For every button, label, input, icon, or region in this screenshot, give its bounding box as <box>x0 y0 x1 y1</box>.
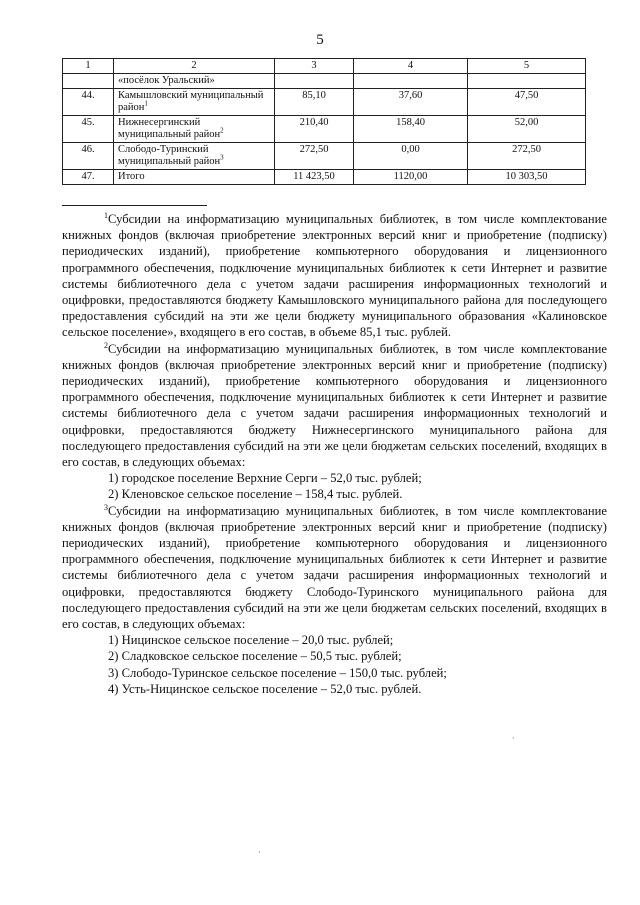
table-row <box>63 143 586 170</box>
row-value-cell: 37,60 <box>354 89 468 116</box>
header-cell: 5 <box>468 59 586 74</box>
footnote-reference: 1 <box>144 99 148 108</box>
footnote-text: Субсидии на информатизацию муниципальных библиотек, в том числе комплектование книжных фондов (включая приобретение электронных версий книг и приобретение (подписку) периодических изданий), приобретение компьютерного оборудования и лицензионного программного обеспечения, подключение муниципальных библиотек к сети Интернет и развитие системы библиотечного дела с учетом задачи расширения информационных технологий и оцифровки, предоставляются бюджету Нижнесергинского муниципального района для последующего предоставления субсидий на эти же цели бюджетам сельских поселений, входящих в его состав, в следующих объемах: <box>62 341 607 470</box>
footnote-paragraph <box>62 503 607 633</box>
page-number: 5 <box>316 32 324 48</box>
table-header-row <box>63 59 586 74</box>
row-value-cell: 1120,00 <box>354 170 468 185</box>
footnote-text: Субсидии на информатизацию муниципальных библиотек, в том числе комплектование книжных фондов (включая приобретение электронных версий книг и приобретение (подписку) периодических изданий), приобретение компьютерного оборудования и лицензионного программного обеспечения, подключение муниципальных библиотек к сети Интернет и развитие системы библиотечного дела с учетом задачи расширения информационных технологий и оцифровки, предоставляются бюджету Слободо-Туринского муниципального района для последующего предоставления субсидий на эти же цели бюджетам сельских поселений, входящих в его состав, в следующих объемах: <box>62 503 607 632</box>
footnote-paragraph <box>62 211 607 341</box>
row-value-cell: 272,50 <box>275 143 354 170</box>
row-value-cell: 0,00 <box>354 143 468 170</box>
row-value-cell: 10 303,50 <box>468 170 586 185</box>
footnote-list-item: 1) городское поселение Верхние Серги – 52,0 тыс. рублей; <box>108 471 422 486</box>
row-number-cell: 47. <box>63 170 114 185</box>
footnote-list-item: 2) Сладковское сельское поселение – 50,5 тыс. рублей; <box>108 649 402 664</box>
footnote-mark: 3 <box>104 502 108 512</box>
table-row <box>63 89 586 116</box>
header-cell: 2 <box>114 59 275 74</box>
row-number-cell: 44. <box>63 89 114 116</box>
footnote-list-item: 1) Ницинское сельское поселение – 20,0 тыс. рублей; <box>108 633 394 648</box>
scan-speck: · <box>512 734 515 743</box>
footnote-list-item: 2) Кленовское сельское поселение – 158,4 тыс. рублей. <box>108 487 403 502</box>
footnote-separator <box>62 205 207 206</box>
row-value-cell: 85,10 <box>275 89 354 116</box>
row-value-cell: 47,50 <box>468 89 586 116</box>
footnote-list-item: 3) Слободо-Туринское сельское поселение – 150,0 тыс. рублей; <box>108 665 447 680</box>
table-row <box>63 116 586 143</box>
row-value-cell: 158,40 <box>354 116 468 143</box>
footnote-paragraph <box>62 341 607 471</box>
subsidy-table <box>62 58 586 185</box>
footnote-mark: 2 <box>104 340 108 350</box>
footnote-list-item: 4) Усть-Ницинское сельское поселение – 52,0 тыс. рублей. <box>108 681 422 696</box>
scan-speck: · <box>258 848 261 857</box>
footnote-reference: 3 <box>220 153 224 162</box>
footnote-reference: 2 <box>220 126 224 135</box>
footnote-text: Субсидии на информатизацию муниципальных библиотек, в том числе комплектование книжных фондов (включая приобретение электронных версий книг и приобретение (подписку) периодических изданий), приобретение компьютерного оборудования и лицензионного программного обеспечения, подключение муниципальных библиотек к сети Интернет и развитие системы библиотечного дела с учетом задачи расширения информационных технологий и оцифровки, предоставляются бюджету Камышловского муниципального района для последующего предоставления субсидий на эти же цели бюджету муниципального образования «Калиновское сельское поселение», входящего в его состав, в объеме 85,1 тыс. рублей. <box>62 212 607 340</box>
row-name-cell: Нижнесергинский муниципальный район$^2$ <box>114 116 275 143</box>
row-number-cell: 46. <box>63 143 114 170</box>
header-cell: 4 <box>354 59 468 74</box>
table-body <box>63 89 586 185</box>
row-value-cell: 272,50 <box>468 143 586 170</box>
header-cell: 1 <box>63 59 114 74</box>
row-value-cell: 11 423,50 <box>275 170 354 185</box>
footnotes <box>62 211 607 697</box>
continued-name-cell: «посёлок Уральский» <box>114 74 275 89</box>
table-row <box>63 170 586 185</box>
row-value-cell: 52,00 <box>468 116 586 143</box>
row-name-cell: Слободо-Туринский муниципальный район$^3$ <box>114 143 275 170</box>
row-value-cell: 210,40 <box>275 116 354 143</box>
row-name-cell: Камышловский муниципальный район$^1$ <box>114 89 275 116</box>
footnote-mark: 1 <box>104 210 108 220</box>
row-name-cell: Итого <box>114 170 275 185</box>
row-number-cell: 45. <box>63 116 114 143</box>
header-cell: 3 <box>275 59 354 74</box>
table-row-continued <box>63 74 586 89</box>
